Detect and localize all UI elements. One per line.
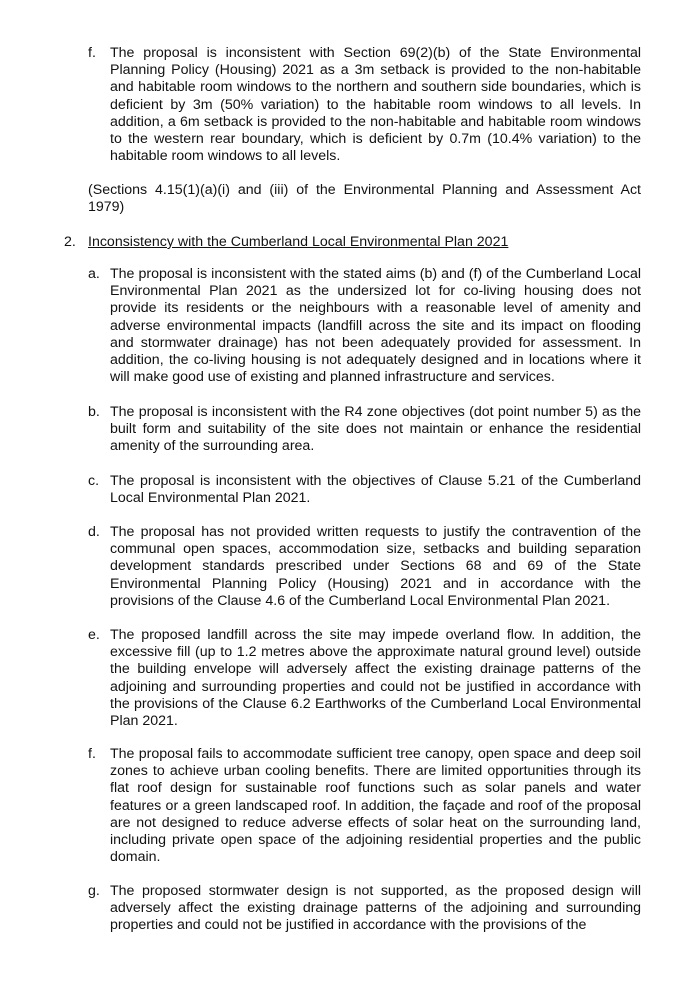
list-item-text: The proposal is inconsistent with the R4 zone objectives (dot point number 5) as the built form and suitability of the site does not maintain or enhance the residential amenity of the surrounding area. bbox=[110, 404, 641, 455]
list-item-text: The proposal is inconsistent with the stated aims (b) and (f) of the Cumberland Local Environmental Plan 2021 as the undersized lot for co-living housing does not provide its residents or the neighbours with a reasonable level of amenity and adverse environmental impacts (landfill across the site and its impact on flooding and stormwater drainage) has not been adequately provided for assessment. In addition, the co-living housing is not adequately designed and in locations where it will make good use of existing and planned infrastructure and services. bbox=[110, 266, 641, 386]
list-marker: a. bbox=[88, 266, 100, 282]
list-marker: e. bbox=[88, 627, 100, 643]
list-item-text: The proposed stormwater design is not supported, as the proposed design will adversely affect the existing drainage patterns of the adjoining and surrounding properties and could not be justified in accordance with the provisions of the bbox=[110, 883, 641, 934]
list-item-1f bbox=[88, 45, 641, 165]
list-marker: b. bbox=[88, 404, 100, 420]
list-item-2b bbox=[88, 404, 641, 456]
list-item-text: The proposed landfill across the site may impede overland flow. In addition, the excessive fill (up to 1.2 metres above the approximate natural ground level) outside the building envelope will adversely affect the existing drainage patterns of the adjoining and surrounding properties and could not be justified in accordance with the provisions of the Clause 6.2 Earthworks of the Cumberland Local Environmental Plan 2021. bbox=[110, 627, 641, 730]
list-item-2a bbox=[88, 266, 641, 386]
section-heading-text: Inconsistency with the Cumberland Local Environmental Plan 2021 bbox=[88, 234, 509, 250]
list-item-2f bbox=[88, 746, 641, 866]
sections-note: (Sections 4.15(1)(a)(i) and (iii) of the Environmental Planning and Assessment Act 1979) bbox=[88, 182, 641, 216]
list-item-text: The proposal is inconsistent with Section 69(2)(b) of the State Environmental Planning Policy (Housing) 2021 as a 3m setback is provided to the non-habitable and habitable room windows to the northern and southern side boundaries, which is deficient by 3m (50% variation) to the habitable room windows to all levels. In addition, a 6m setback is provided to the non-habitable and habitable room windows to the western rear boundary, which is deficient by 0.7m (10.4% variation) to the habitable room windows to all levels. bbox=[110, 45, 641, 165]
list-marker: f. bbox=[88, 45, 96, 61]
list-marker: d. bbox=[88, 524, 100, 540]
list-item-2d bbox=[88, 524, 641, 610]
list-item-2g bbox=[88, 883, 641, 935]
list-item-text: The proposal has not provided written requests to justify the contravention of the communal open spaces, accommodation size, setbacks and building separation development standards prescribed under Sections 68 and 69 of the State Environmental Planning Policy (Housing) 2021 and in accordance with the provisions of the Clause 4.6 of the Cumberland Local Environmental Plan 2021. bbox=[110, 524, 641, 609]
list-item-2c bbox=[88, 473, 641, 507]
section-number: 2. bbox=[64, 234, 76, 250]
list-marker: f. bbox=[88, 746, 96, 762]
list-item-text: The proposal fails to accommodate sufficient tree canopy, open space and deep soil zones to achieve urban cooling benefits. There are limited opportunities through its flat roof design for sustainable roof functions such as solar panels and water features or a green landscaped roof. In addition, the façade and roof of the proposal are not designed to reduce adverse effects of solar heat on the surrounding land, including private open space of the adjoining residential properties and the public domain. bbox=[110, 746, 641, 866]
list-item-2e bbox=[88, 627, 641, 730]
list-item-text: The proposal is inconsistent with the objectives of Clause 5.21 of the Cumberland Local Environmental Plan 2021. bbox=[110, 473, 641, 507]
list-marker: c. bbox=[88, 473, 100, 489]
list-marker: g. bbox=[88, 883, 100, 899]
section-2-heading bbox=[64, 234, 641, 251]
